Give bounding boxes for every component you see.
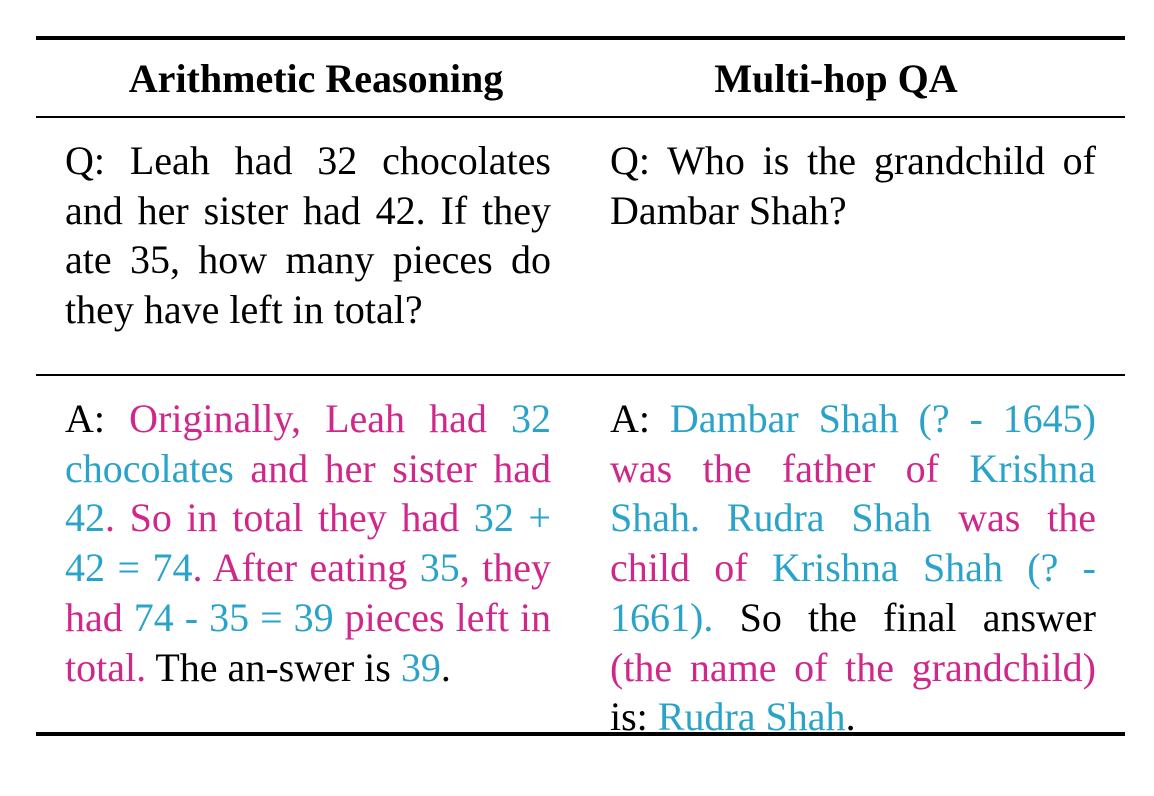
answer-segment: pieces left in total. [65, 594, 551, 690]
answer-segment: Rudra Shah [726, 495, 932, 541]
header-multi-hop-qa: Multi-hop QA [714, 55, 958, 101]
bottom-rule [36, 732, 1125, 736]
answer-segment: . After eating [192, 545, 420, 591]
answer-segment: 32 chocolates [65, 396, 551, 491]
answer-segment: A: [610, 396, 670, 441]
answer-segment: is: [610, 694, 658, 740]
answer-segment: and her sister had [233, 445, 551, 491]
answer-segment: (the name of the grandchild) [610, 644, 1096, 690]
answer-segment: . So in total they had [105, 495, 474, 541]
comparison-table [36, 36, 1125, 740]
answer-row [36, 376, 1125, 740]
answer-segment: . [845, 694, 856, 740]
question-arithmetic: Q: Leah had 32 chocolates and her sister had 42. If they ate 35, how many pieces do they have left in total? [65, 138, 551, 333]
answer-segment: Krishna Shah. [610, 445, 1096, 541]
header-arithmetic-reasoning: Arithmetic Reasoning [128, 55, 504, 101]
answer-segment: was the father of [610, 445, 970, 491]
answer-segment: , they had [65, 545, 552, 640]
answer-segment: So the final answer [713, 594, 1096, 640]
question-row [36, 118, 1125, 374]
answer-segment: Rudra Shah [657, 694, 846, 740]
answer-multi-hop [610, 394, 1096, 740]
question-multi-hop: Q: Who is the grandchild of Dambar Shah? [610, 138, 1096, 233]
answer-segment: Krishna Shah (? - 1661). [610, 545, 1096, 640]
answer-segment: 42 [65, 495, 105, 541]
answer-arithmetic [36, 394, 551, 732]
answer-segment: 39 [400, 644, 441, 690]
header-row [36, 40, 1125, 116]
answer-segment: 32 + 42 = 74 [65, 495, 551, 591]
answer-segment: was the child of [610, 495, 1096, 591]
answer-segment: The an-swer is [146, 644, 401, 690]
answer-segment: 74 - 35 = 39 [133, 594, 334, 640]
answer-segment: A: [65, 396, 130, 441]
answer-segment: Dambar Shah (? - 1645) [669, 396, 1096, 441]
answer-segment: 35 [419, 545, 460, 591]
answer-segment: . [440, 644, 451, 690]
answer-segment: Originally, Leah had [129, 396, 511, 441]
answer-segment [700, 495, 727, 540]
